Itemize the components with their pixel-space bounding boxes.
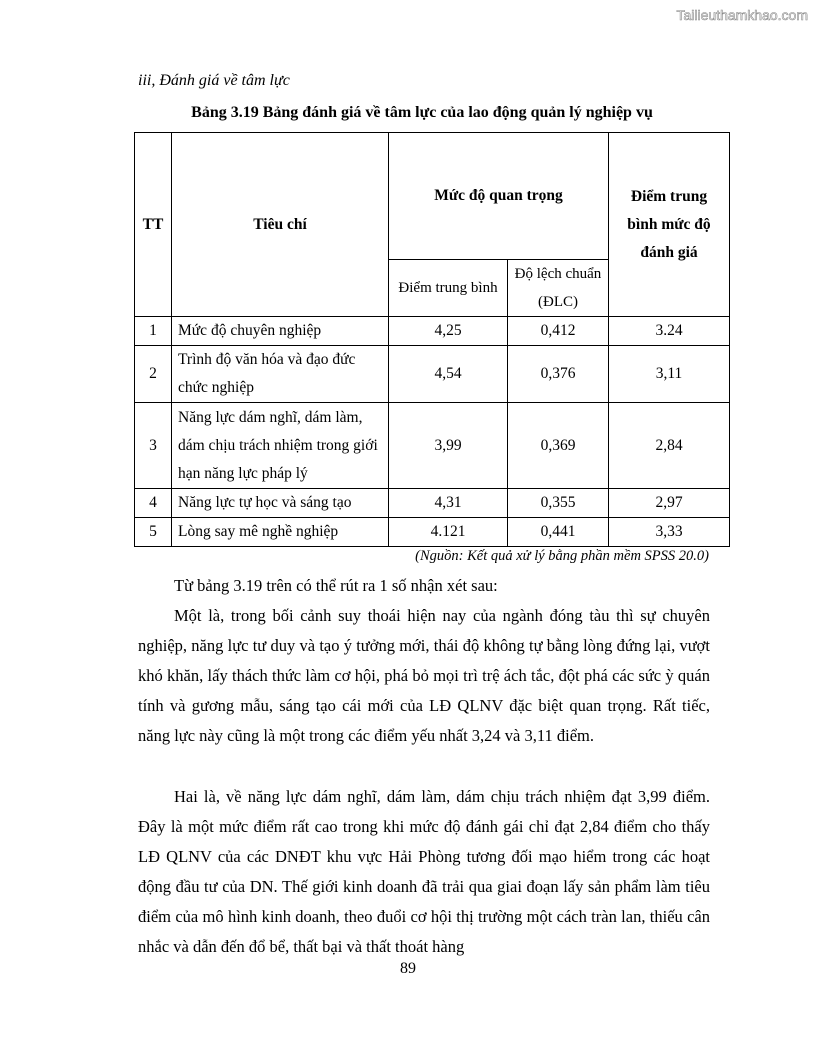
table-source-note: (Nguồn: Kết quả xử lý bằng phần mềm SPSS 20.0) bbox=[415, 548, 709, 564]
header-criteria: Tiêu chí bbox=[172, 133, 389, 317]
header-std: Độ lệch chuẩn (ĐLC) bbox=[508, 260, 609, 317]
evaluation-table bbox=[134, 132, 730, 547]
header-importance: Mức độ quan trọng bbox=[389, 133, 609, 260]
cell-tt: 1 bbox=[135, 317, 172, 346]
section-heading: iii, Đánh giá về tâm lực bbox=[138, 72, 290, 89]
page-number: 89 bbox=[400, 960, 416, 977]
cell-evaluation: 2,84 bbox=[609, 403, 730, 489]
cell-mean: 4.121 bbox=[389, 518, 508, 547]
cell-std: 0,376 bbox=[508, 346, 609, 403]
table-row bbox=[135, 403, 730, 489]
cell-tt: 2 bbox=[135, 346, 172, 403]
paragraph-one: Một là, trong bối cảnh suy thoái hiện nay của ngành đóng tàu thì sự chuyên nghiệp, năng lực tư duy và tạo ý tưởng mới, thái độ không tự bằng lòng đứng lại, vượt khó khăn, lấy thách thức làm cơ hội, phá bỏ mọi trì trệ ách tắc, đột phá các sức ỳ quán tính và gương mẫu, sáng tạo cái mới của LĐ QLNV đặc biệt quan trọng. Rất tiếc, năng lực này cũng là một trong các điểm yếu nhất 3,24 và 3,11 điểm. bbox=[138, 606, 710, 745]
cell-mean: 4,31 bbox=[389, 489, 508, 518]
watermark: Tailieuthamkhao.com bbox=[676, 7, 808, 23]
cell-mean: 4,25 bbox=[389, 317, 508, 346]
cell-criteria: Mức độ chuyên nghiệp bbox=[172, 317, 389, 346]
cell-std: 0,369 bbox=[508, 403, 609, 489]
cell-std: 0,355 bbox=[508, 489, 609, 518]
cell-std: 0,412 bbox=[508, 317, 609, 346]
cell-mean: 4,54 bbox=[389, 346, 508, 403]
cell-criteria: Năng lực dám nghĩ, dám làm, dám chịu trách nhiệm trong giới hạn năng lực pháp lý bbox=[172, 403, 389, 489]
cell-std: 0,441 bbox=[508, 518, 609, 547]
cell-evaluation: 3.24 bbox=[609, 317, 730, 346]
cell-tt: 5 bbox=[135, 518, 172, 547]
table-row bbox=[135, 518, 730, 547]
table-row bbox=[135, 489, 730, 518]
header-tt: TT bbox=[135, 133, 172, 317]
cell-criteria: Lòng say mê nghề nghiệp bbox=[172, 518, 389, 547]
cell-criteria: Năng lực tự học và sáng tạo bbox=[172, 489, 389, 518]
cell-mean: 3,99 bbox=[389, 403, 508, 489]
cell-tt: 4 bbox=[135, 489, 172, 518]
cell-evaluation: 3,33 bbox=[609, 518, 730, 547]
table-row bbox=[135, 346, 730, 403]
table-row bbox=[135, 317, 730, 346]
table-caption: Bảng 3.19 Bảng đánh giá về tâm lực của lao động quản lý nghiệp vụ bbox=[191, 104, 653, 121]
cell-criteria: Trình độ văn hóa và đạo đức chức nghiệp bbox=[172, 346, 389, 403]
cell-tt: 3 bbox=[135, 403, 172, 489]
paragraph-intro: Từ bảng 3.19 trên có thể rút ra 1 số nhận xét sau: bbox=[174, 576, 498, 595]
cell-evaluation: 3,11 bbox=[609, 346, 730, 403]
header-evaluation: Điểm trung bình mức độ đánh giá bbox=[609, 133, 730, 317]
header-mean: Điểm trung bình bbox=[389, 260, 508, 317]
paragraph-two: Hai là, về năng lực dám nghĩ, dám làm, dám chịu trách nhiệm đạt 3,99 điểm. Đây là một mức điểm rất cao trong khi mức độ đánh gái chỉ đạt 2,84 điểm cho thấy LĐ QLNV của các DNĐT khu vực Hải Phòng tương đối mạo hiểm trong các hoạt động đầu tư của DN. Thế giới kinh doanh đã trải qua giai đoạn lấy sản phẩm làm tiêu điểm của mô hình kinh doanh, theo đuổi cơ hội thị trường một cách tràn lan, thiếu cân nhắc và dẫn đến đổ bể, thất bại và thất thoát hàng bbox=[138, 787, 710, 956]
cell-evaluation: 2,97 bbox=[609, 489, 730, 518]
